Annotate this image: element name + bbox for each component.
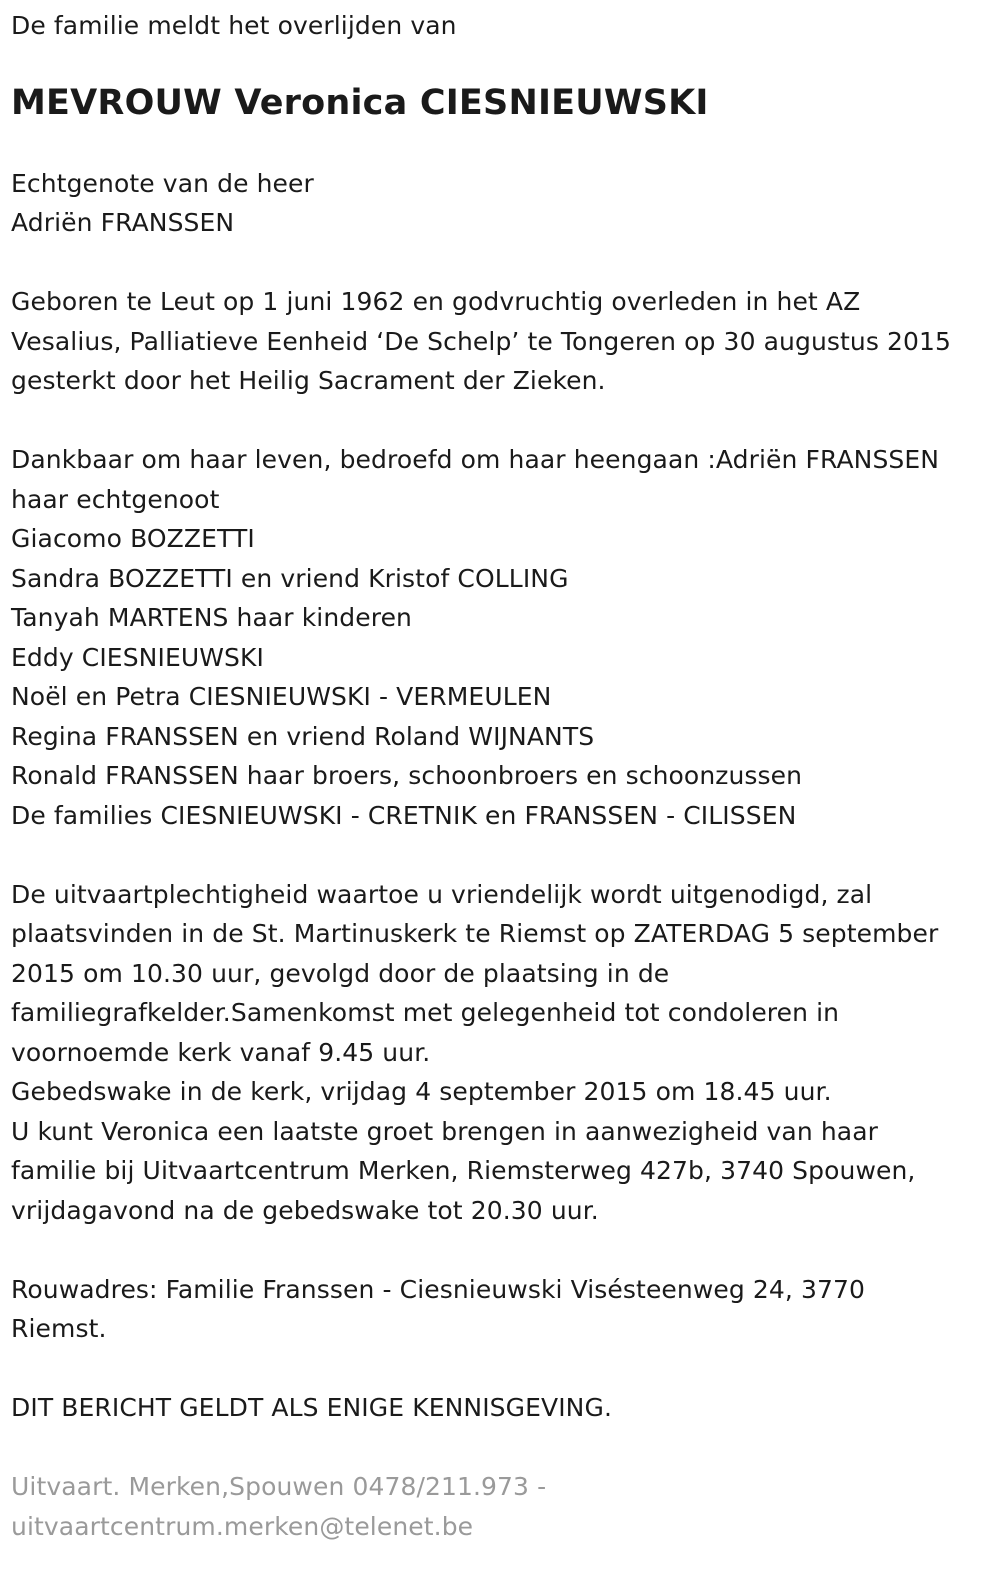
address-line: Rouwadres: Familie Franssen - Ciesnieuwski Visésteenweg 24, 3770 — [11, 1274, 866, 1304]
spacer — [11, 243, 989, 283]
ceremony-line: plaatsvinden in de St. Martinuskerk te Riemst op ZATERDAG 5 september — [11, 919, 939, 948]
birth-death-line: gesterkt door het Heilig Sacrament der Zieken. — [11, 366, 606, 395]
intro-text: De familie meldt het overlijden van — [11, 11, 457, 40]
ceremony-line: Gebedswake in de kerk, vrijdag 4 september 2015 om 18.45 uur. — [11, 1077, 832, 1106]
funeral-home-footer — [11, 1467, 989, 1546]
spacer — [11, 401, 989, 441]
spouse-line: Adriën FRANSSEN — [11, 208, 235, 237]
mourners-paragraph — [11, 440, 989, 835]
mourner-line: Regina FRANSSEN en vriend Roland WIJNANTS — [11, 721, 595, 751]
mourner-line: Dankbaar om haar leven, bedroefd om haar heengaan :Adriën FRANSSEN — [11, 445, 940, 474]
ceremony-line: voornoemde kerk vanaf 9.45 uur. — [11, 1037, 431, 1067]
spacer — [11, 835, 989, 875]
ceremony-line: vrijdagavond na de gebedswake tot 20.30 uur. — [11, 1195, 599, 1225]
footer-email: uitvaartcentrum.merken@telenet.be — [11, 1511, 474, 1541]
address-line: Riemst. — [11, 1314, 107, 1343]
mourner-line: De families CIESNIEUWSKI - CRETNIK en FRANSSEN - CILISSEN — [11, 800, 797, 830]
mourner-line: Ronald FRANSSEN haar broers, schoonbroers en schoonzussen — [11, 761, 803, 790]
mourner-line: Giacomo BOZZETTI — [11, 524, 255, 553]
footer-line: Uitvaart. Merken,Spouwen 0478/211.973 - — [11, 1472, 547, 1501]
mourner-line: Eddy CIESNIEUWSKI — [11, 642, 264, 672]
notice-text: DIT BERICHT GELDT ALS ENIGE KENNISGEVING. — [11, 1393, 612, 1422]
ceremony-line: De uitvaartplechtigheid waartoe u vriendelijk wordt uitgenodigd, zal — [11, 879, 873, 909]
spouse-line: Echtgenote van de heer — [11, 168, 314, 198]
spacer — [11, 1349, 989, 1389]
ceremony-line: 2015 om 10.30 uur, gevolgd door de plaatsing in de — [11, 958, 670, 988]
mourner-line: Tanyah MARTENS haar kinderen — [11, 603, 412, 632]
spacer — [11, 1230, 989, 1270]
spacer — [11, 126, 989, 164]
ceremony-line: U kunt Veronica een laatste groet brengen in aanwezigheid van haar — [11, 1116, 878, 1146]
mourner-line: haar echtgenoot — [11, 484, 220, 514]
spouse-paragraph — [11, 164, 989, 243]
birth-death-paragraph — [11, 282, 989, 401]
ceremony-line: familiegrafkelder.Samenkomst met gelegenheid tot condoleren in — [11, 998, 840, 1027]
mourner-line: Sandra BOZZETTI en vriend Kristof COLLING — [11, 563, 569, 593]
ceremony-line: familie bij Uitvaartcentrum Merken, Riemsterweg 427b, 3740 Spouwen, — [11, 1156, 916, 1185]
mourner-line: Noël en Petra CIESNIEUWSKI - VERMEULEN — [11, 682, 552, 711]
spacer — [11, 1428, 989, 1468]
birth-death-line: Geboren te Leut op 1 juni 1962 en godvruchtig overleden in het AZ — [11, 287, 861, 316]
birth-death-line: Vesalius, Palliatieve Eenheid ‘De Schelp’ te Tongeren op 30 augustus 2015 — [11, 326, 952, 356]
address-paragraph — [11, 1270, 989, 1349]
ceremony-paragraph — [11, 875, 989, 1231]
deceased-name: MEVROUW Veronica CIESNIEUWSKI — [11, 82, 709, 123]
